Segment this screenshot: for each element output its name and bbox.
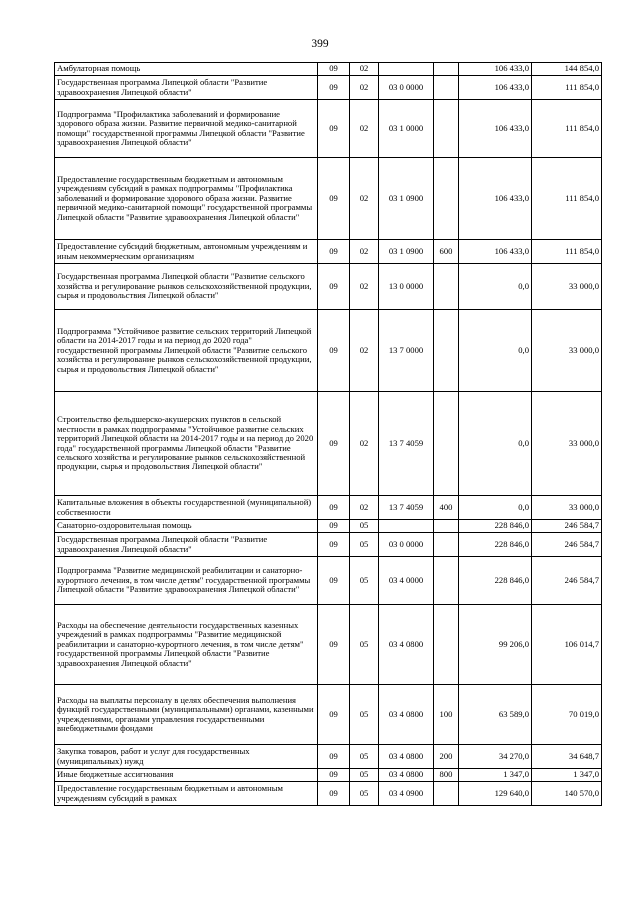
section-code: 09 (318, 533, 350, 557)
row-description: Расходы на обеспечение деятельности государственных казенных учреждений в рамках подпрограммы "Развитие медицинской реабилитации и санаторно-курортного лечения, в том числе детям" государственной программы Липецкой области "Развитие здравоохранения Липецкой области" (55, 605, 318, 685)
section-code: 09 (318, 240, 350, 264)
table-row (55, 533, 602, 557)
table-row (55, 76, 602, 100)
table-row (55, 240, 602, 264)
target-article-code (379, 520, 434, 533)
expense-type-code (434, 533, 459, 557)
table-row (55, 557, 602, 605)
target-article-code: 03 1 0900 (379, 240, 434, 264)
section-code: 09 (318, 100, 350, 158)
expense-type-code (434, 100, 459, 158)
table-row (55, 520, 602, 533)
expense-type-code (434, 605, 459, 685)
subsection-code: 05 (350, 605, 379, 685)
amount-year-2: 33 000,0 (532, 310, 602, 392)
table-row (55, 605, 602, 685)
amount-year-1: 1 347,0 (459, 769, 532, 782)
amount-year-1: 106 433,0 (459, 158, 532, 240)
subsection-code: 02 (350, 158, 379, 240)
amount-year-1: 63 589,0 (459, 685, 532, 745)
target-article-code: 13 7 0000 (379, 310, 434, 392)
section-code: 09 (318, 76, 350, 100)
section-code: 09 (318, 392, 350, 496)
expense-type-code (434, 557, 459, 605)
target-article-code (379, 63, 434, 76)
amount-year-1: 228 846,0 (459, 557, 532, 605)
expense-type-code (434, 158, 459, 240)
budget-table (54, 62, 602, 806)
section-code: 09 (318, 496, 350, 520)
expense-type-code (434, 520, 459, 533)
subsection-code: 05 (350, 769, 379, 782)
expense-type-code (434, 392, 459, 496)
section-code: 09 (318, 782, 350, 806)
section-code: 09 (318, 685, 350, 745)
amount-year-2: 1 347,0 (532, 769, 602, 782)
target-article-code: 13 0 0000 (379, 264, 434, 310)
page-number: 399 (311, 38, 329, 50)
target-article-code: 03 0 0000 (379, 76, 434, 100)
row-description: Государственная программа Липецкой области "Развитие здравоохранения Липецкой области" (55, 533, 318, 557)
amount-year-2: 111 854,0 (532, 100, 602, 158)
subsection-code: 05 (350, 782, 379, 806)
expense-type-code (434, 76, 459, 100)
expense-type-code: 200 (434, 745, 459, 769)
subsection-code: 05 (350, 533, 379, 557)
table-row (55, 685, 602, 745)
table-row (55, 496, 602, 520)
row-description: Расходы на выплаты персоналу в целях обеспечения выполнения функций государственными (муниципальными) органами, казенными учреждениями, органами управления государственными внебюджетными фондами (55, 685, 318, 745)
amount-year-1: 106 433,0 (459, 76, 532, 100)
expense-type-code (434, 310, 459, 392)
row-description: Государственная программа Липецкой области "Развитие здравоохранения Липецкой области" (55, 76, 318, 100)
subsection-code: 02 (350, 63, 379, 76)
amount-year-1: 106 433,0 (459, 240, 532, 264)
target-article-code: 03 4 0900 (379, 782, 434, 806)
amount-year-2: 33 000,0 (532, 264, 602, 310)
amount-year-1: 228 846,0 (459, 533, 532, 557)
row-description: Иные бюджетные ассигнования (55, 769, 318, 782)
target-article-code: 13 7 4059 (379, 392, 434, 496)
amount-year-2: 140 570,0 (532, 782, 602, 806)
target-article-code: 03 1 0000 (379, 100, 434, 158)
section-code: 09 (318, 310, 350, 392)
expense-type-code (434, 782, 459, 806)
amount-year-2: 246 584,7 (532, 520, 602, 533)
amount-year-1: 0,0 (459, 496, 532, 520)
section-code: 09 (318, 264, 350, 310)
amount-year-2: 33 000,0 (532, 496, 602, 520)
subsection-code: 02 (350, 496, 379, 520)
expense-type-code: 600 (434, 240, 459, 264)
amount-year-1: 129 640,0 (459, 782, 532, 806)
amount-year-2: 34 648,7 (532, 745, 602, 769)
subsection-code: 02 (350, 76, 379, 100)
row-description: Капитальные вложения в объекты государственной (муниципальной) собственности (55, 496, 318, 520)
expense-type-code (434, 264, 459, 310)
section-code: 09 (318, 158, 350, 240)
amount-year-2: 246 584,7 (532, 533, 602, 557)
table-row (55, 769, 602, 782)
row-description: Подпрограмма "Устойчивое развитие сельских территорий Липецкой области на 2014-2017 годы и на период до 2020 года" государственной программы Липецкой области "Развитие сельского хозяйства и регулирование рынков сельскохозяйственной продукции, сырья и продовольствия Липецкой области" (55, 310, 318, 392)
amount-year-1: 0,0 (459, 264, 532, 310)
target-article-code: 03 4 0800 (379, 769, 434, 782)
target-article-code: 03 4 0800 (379, 685, 434, 745)
table-row (55, 63, 602, 76)
expense-type-code: 800 (434, 769, 459, 782)
expense-type-code: 400 (434, 496, 459, 520)
subsection-code: 05 (350, 745, 379, 769)
target-article-code: 03 4 0800 (379, 745, 434, 769)
table-row (55, 264, 602, 310)
table-row (55, 100, 602, 158)
amount-year-1: 0,0 (459, 310, 532, 392)
table-row (55, 158, 602, 240)
subsection-code: 02 (350, 264, 379, 310)
amount-year-1: 106 433,0 (459, 63, 532, 76)
row-description: Амбулаторная помощь (55, 63, 318, 76)
row-description: Предоставление субсидий бюджетным, автономным учреждениям и иным некоммерческим организациям (55, 240, 318, 264)
section-code: 09 (318, 557, 350, 605)
target-article-code: 03 4 0000 (379, 557, 434, 605)
target-article-code: 03 0 0000 (379, 533, 434, 557)
amount-year-1: 34 270,0 (459, 745, 532, 769)
row-description: Строительство фельдшерско-акушерских пунктов в сельской местности в рамках подпрограммы "Устойчивое развитие сельских территорий Липецкой области на 2014-2017 годы и на период до 2020 года" государственной программы Липецкой области "Развитие сельского хозяйства и регулирование рынков сельскохозяйственной продукции, сырья и продовольствия Липецкой области" (55, 392, 318, 496)
subsection-code: 02 (350, 392, 379, 496)
amount-year-1: 99 206,0 (459, 605, 532, 685)
amount-year-2: 144 854,0 (532, 63, 602, 76)
amount-year-1: 106 433,0 (459, 100, 532, 158)
amount-year-2: 111 854,0 (532, 76, 602, 100)
table-row (55, 745, 602, 769)
subsection-code: 02 (350, 240, 379, 264)
row-description: Государственная программа Липецкой области "Развитие сельского хозяйства и регулирование рынков сельскохозяйственной продукции, сырья и продовольствия Липецкой области" (55, 264, 318, 310)
section-code: 09 (318, 745, 350, 769)
amount-year-2: 33 000,0 (532, 392, 602, 496)
target-article-code: 13 7 4059 (379, 496, 434, 520)
subsection-code: 05 (350, 685, 379, 745)
target-article-code: 03 1 0900 (379, 158, 434, 240)
target-article-code: 03 4 0800 (379, 605, 434, 685)
row-description: Санаторно-оздоровительная помощь (55, 520, 318, 533)
section-code: 09 (318, 605, 350, 685)
row-description: Подпрограмма "Профилактика заболеваний и формирование здорового образа жизни. Развитие первичной медико-санитарной помощи" государственной программы Липецкой области "Развитие здравоохранения Липецкой области" (55, 100, 318, 158)
subsection-code: 05 (350, 557, 379, 605)
table-row (55, 782, 602, 806)
section-code: 09 (318, 769, 350, 782)
budget-table-body (55, 63, 602, 806)
amount-year-1: 0,0 (459, 392, 532, 496)
expense-type-code (434, 63, 459, 76)
row-description: Предоставление государственным бюджетным и автономным учреждениям субсидий в рамках подпрограммы "Профилактика заболеваний и формирование здорового образа жизни. Развитие первичной медико-санитарной помощи" государственной программы Липецкой области "Развитие здравоохранения Липецкой области" (55, 158, 318, 240)
expense-type-code: 100 (434, 685, 459, 745)
amount-year-2: 106 014,7 (532, 605, 602, 685)
row-description: Закупка товаров, работ и услуг для государственных (муниципальных) нужд (55, 745, 318, 769)
section-code: 09 (318, 520, 350, 533)
subsection-code: 02 (350, 310, 379, 392)
subsection-code: 02 (350, 100, 379, 158)
section-code: 09 (318, 63, 350, 76)
table-row (55, 310, 602, 392)
amount-year-1: 228 846,0 (459, 520, 532, 533)
table-row (55, 392, 602, 496)
subsection-code: 05 (350, 520, 379, 533)
amount-year-2: 246 584,7 (532, 557, 602, 605)
amount-year-2: 111 854,0 (532, 158, 602, 240)
row-description: Предоставление государственным бюджетным и автономным учреждениям субсидий в рамках (55, 782, 318, 806)
amount-year-2: 70 019,0 (532, 685, 602, 745)
amount-year-2: 111 854,0 (532, 240, 602, 264)
row-description: Подпрограмма "Развитие медицинской реабилитации и санаторно-курортного лечения, в том числе детям" государственной программы Липецкой области "Развитие здравоохранения Липецкой области" (55, 557, 318, 605)
